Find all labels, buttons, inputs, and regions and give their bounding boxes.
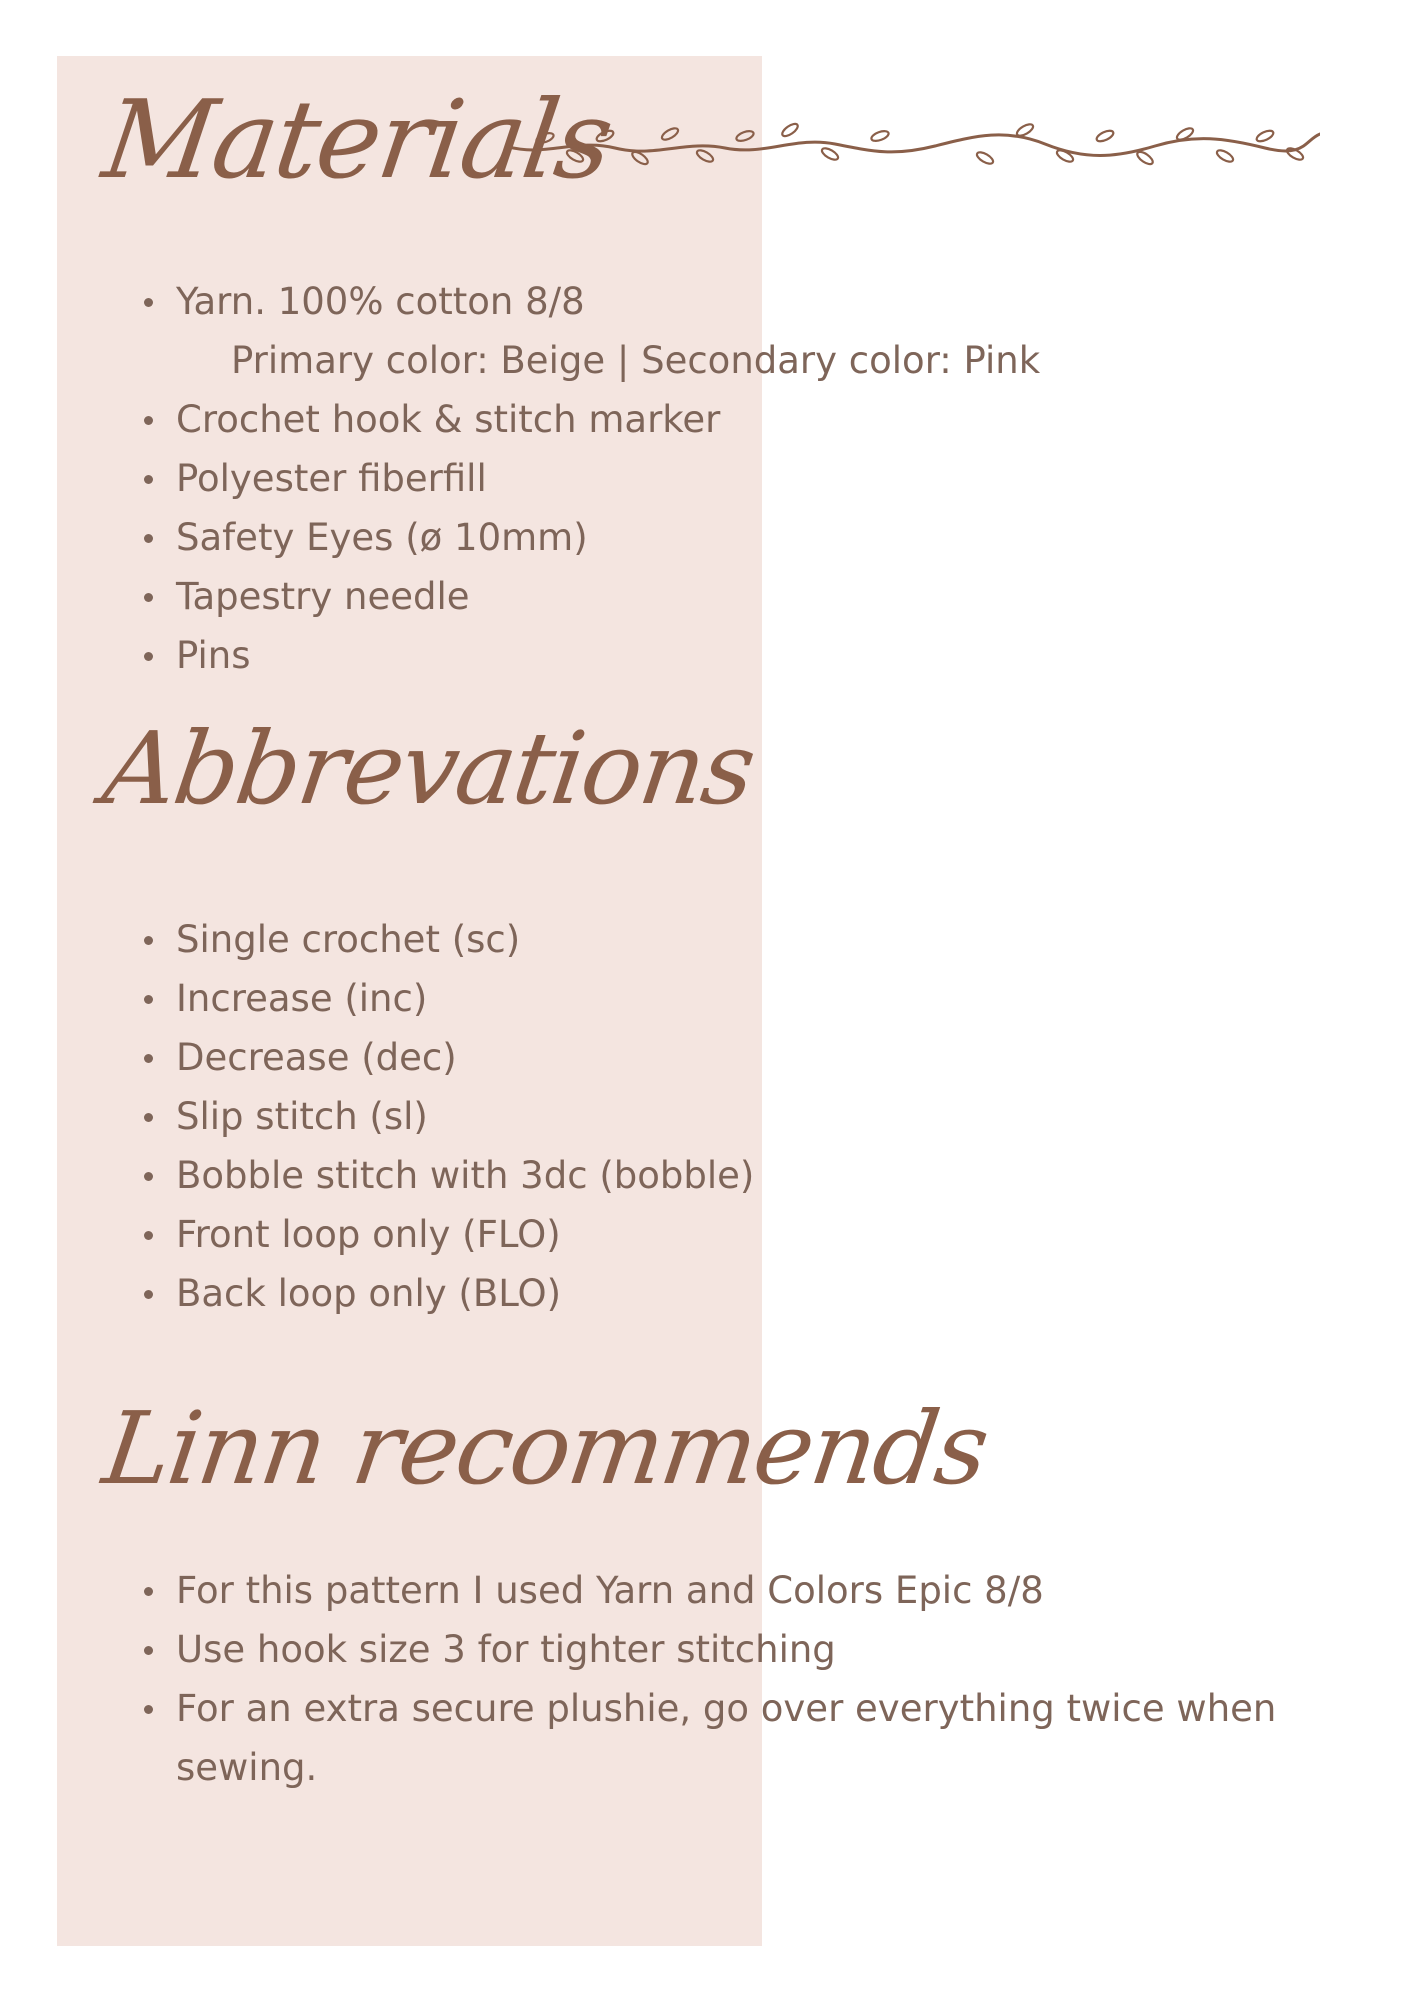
- abbreviations-list: [138, 910, 754, 1323]
- bullet-icon: [144, 1054, 153, 1063]
- list-item: [138, 969, 754, 1028]
- list-item-text: Yarn. 100% cotton 8/8: [176, 280, 585, 323]
- list-item: [138, 1264, 754, 1323]
- recommends-list: [138, 1561, 1316, 1797]
- bullet-icon: [144, 1290, 153, 1299]
- bullet-icon: [144, 1646, 153, 1655]
- bullet-icon: [144, 416, 153, 425]
- list-item: [138, 1087, 754, 1146]
- list-item: [138, 567, 1040, 626]
- bullet-icon: [144, 593, 153, 602]
- list-item-text: For an extra secure plushie, go over everything twice when sewing.: [176, 1687, 1277, 1789]
- leafy-vine-divider-icon: [505, 118, 1320, 178]
- recommends-heading: Linn recommends: [96, 1390, 994, 1507]
- bullet-icon: [144, 936, 153, 945]
- bullet-icon: [144, 534, 153, 543]
- bullet-icon: [144, 475, 153, 484]
- list-item-text: Slip stitch (sl): [176, 1095, 428, 1138]
- bullet-icon: [144, 1113, 153, 1122]
- list-item-subtext: Primary color: Beige | Secondary color: Pink: [231, 339, 1041, 382]
- list-item: [138, 1146, 754, 1205]
- materials-heading: Materials: [96, 78, 619, 203]
- bullet-icon: [144, 1231, 153, 1240]
- list-item-text: Tapestry needle: [176, 575, 470, 618]
- abbreviations-heading: Abbrevations: [96, 710, 761, 827]
- list-item: [138, 1205, 754, 1264]
- list-item-text: Use hook size 3 for tighter stitching: [176, 1628, 836, 1671]
- list-item-text: Front loop only (FLO): [176, 1213, 561, 1256]
- bullet-icon: [144, 1705, 153, 1714]
- bullet-icon: [144, 298, 153, 307]
- list-item: [138, 508, 1040, 567]
- list-item-text: Pins: [176, 634, 251, 677]
- list-item-text: Single crochet (sc): [176, 918, 521, 961]
- bullet-icon: [144, 1587, 153, 1596]
- list-item: [138, 1679, 1316, 1797]
- bullet-icon: [144, 652, 153, 661]
- list-item: [138, 272, 1040, 390]
- list-item-text: Safety Eyes (ø 10mm): [176, 516, 588, 559]
- list-item: [138, 626, 1040, 685]
- list-item-text: Polyester fiberfill: [176, 457, 487, 500]
- list-item: [138, 1620, 1316, 1679]
- list-item: [138, 449, 1040, 508]
- list-item: [138, 390, 1040, 449]
- list-item: [138, 1028, 754, 1087]
- list-item-text: Back loop only (BLO): [176, 1272, 562, 1315]
- bullet-icon: [144, 995, 153, 1004]
- list-item: [138, 1561, 1316, 1620]
- list-item-text: Bobble stitch with 3dc (bobble): [176, 1154, 755, 1197]
- list-item: [138, 910, 754, 969]
- list-item-text: Increase (inc): [176, 977, 428, 1020]
- list-item-text: For this pattern I used Yarn and Colors Epic 8/8: [176, 1569, 1044, 1612]
- materials-list: [138, 272, 1040, 685]
- bullet-icon: [144, 1172, 153, 1181]
- list-item-text: Decrease (dec): [176, 1036, 457, 1079]
- list-item-text: Crochet hook & stitch marker: [176, 398, 721, 441]
